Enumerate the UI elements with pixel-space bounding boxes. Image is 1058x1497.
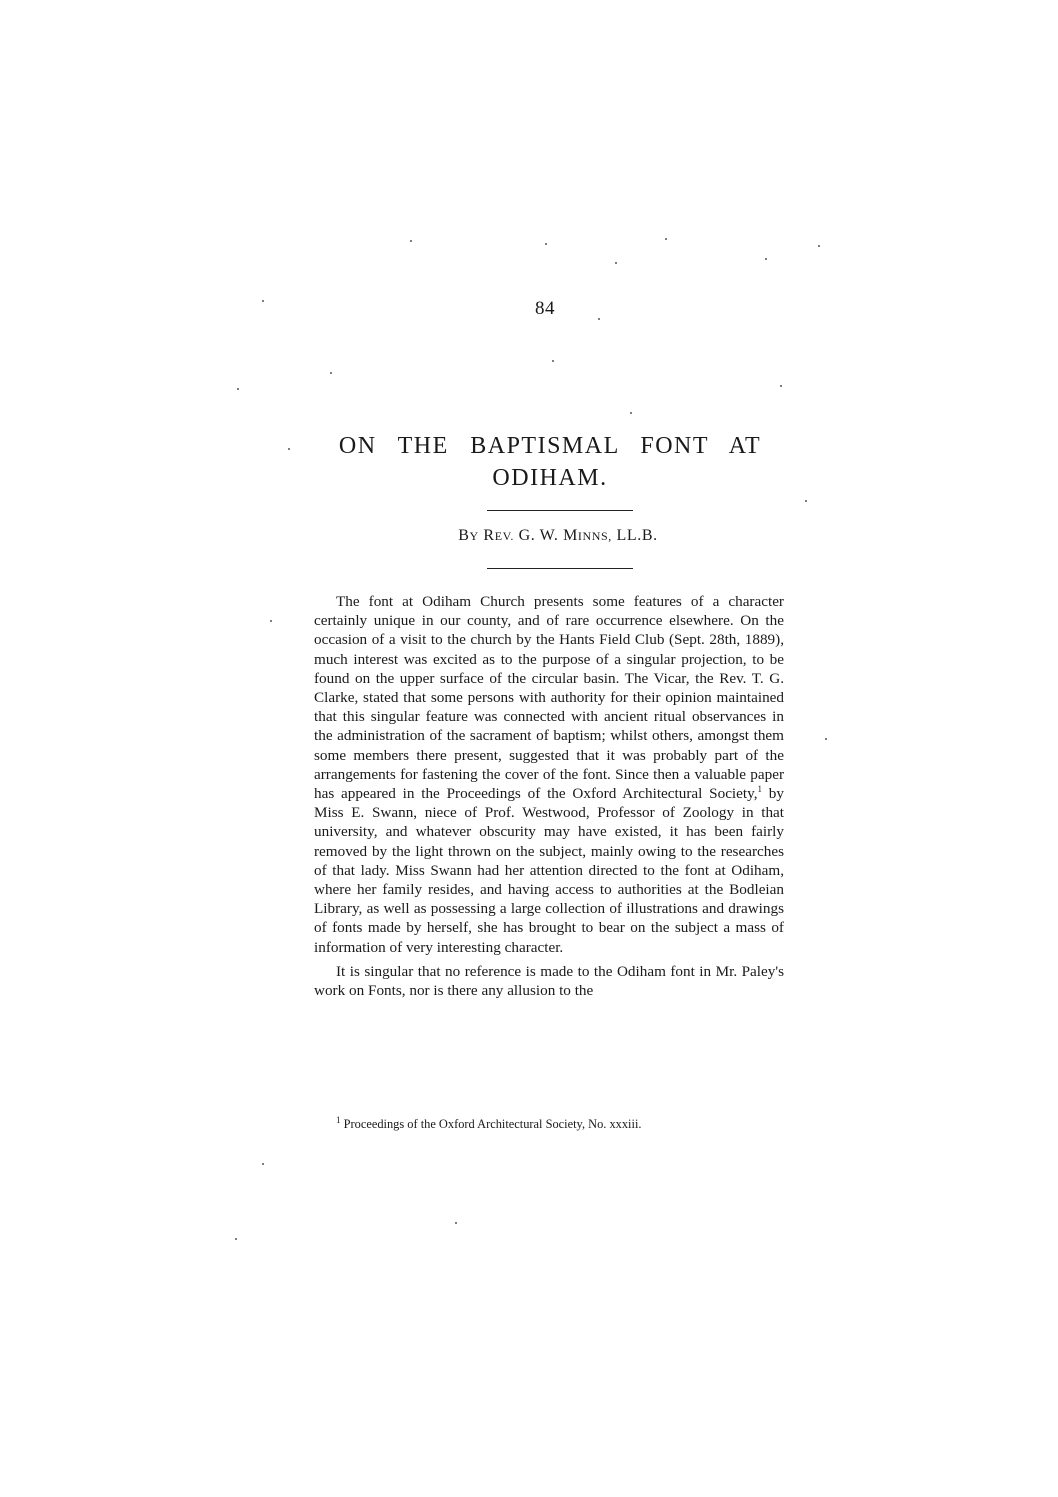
scan-speck [825,738,827,740]
scan-speck [262,300,264,302]
scan-speck [262,1163,264,1165]
article-body [314,592,784,1000]
article-title [330,430,770,494]
scan-speck [235,1238,237,1240]
title-rule-top [487,510,633,511]
scan-speck [545,243,547,245]
paragraph-1: The font at Odiham Church presents some features of a character certainly unique in our county, and of rare occurrence elsewhere. On the occasion of a visit to the church by the Hants Field Club (Sept. 28th, 1889), much interest was excited as to the purpose of a singular projection, to be found on the upper surface of the circular basin. The Vicar, the Rev. T. G. Clarke, stated that some persons with authority for their opinion maintained that this singular feature was connected with ancient ritual observances in the administration of the sacrament of baptism; whilst others, amongst them some members there present, suggested that it was probably part of the arrangements for fastening the cover of the font. Since then a valuable paper has appeared in the Proceedings of the Oxford Architectural Society,$^1$ by Miss E. Swann, niece of Prof. Westwood, Professor of Zoology in that university, and whatever obscurity may have existed, it has been fairly removed by the light thrown on the subject, mainly owing to the researches of that lady. Miss Swann had her attention directed to the font at Odiham, where her family resides, and having access to authorities at the Bodleian Library, as well as possessing a large collection of illustrations and drawings of fonts made by herself, she has brought to bear on the subject a mass of information of very interesting character. [314,593,784,956]
scan-speck [237,388,239,390]
byline-name: MINNS, [563,527,612,544]
scan-speck [765,258,767,260]
scan-speck [330,372,332,374]
scan-speck [805,500,807,502]
title-line-2: ODIHAM. [492,465,608,491]
byline-degree: LL.B. [616,527,658,544]
footnote-text: Proceedings of the Oxford Architectural Society, No. xxxiii. [343,1117,642,1131]
scan-speck [630,412,632,414]
scan-speck [270,620,272,622]
paragraph-2: It is singular that no reference is made to the Odiham font in Mr. Paley's work on Fonts, nor is there any allusion to the [314,962,784,1000]
scan-speck [288,448,290,450]
footnote-ref: 1 [757,783,763,794]
byline-rev: REV. [483,527,514,544]
author-byline [0,527,1058,545]
footnote [336,1116,796,1132]
scan-speck [552,360,554,362]
scan-speck [615,262,617,264]
page-number: 84 [535,298,555,319]
scan-speck [455,1222,457,1224]
title-line-1: ON THE BAPTISMAL FONT AT [338,433,762,459]
title-rule-bottom [487,568,633,569]
scan-speck [598,318,600,320]
byline-initials: G. W. [518,527,559,544]
scan-speck [818,245,820,247]
scan-speck [780,385,782,387]
scan-speck [665,238,667,240]
scan-speck [410,240,412,242]
footnote-marker: 1 [336,1114,341,1125]
byline-by: BY [458,527,479,544]
